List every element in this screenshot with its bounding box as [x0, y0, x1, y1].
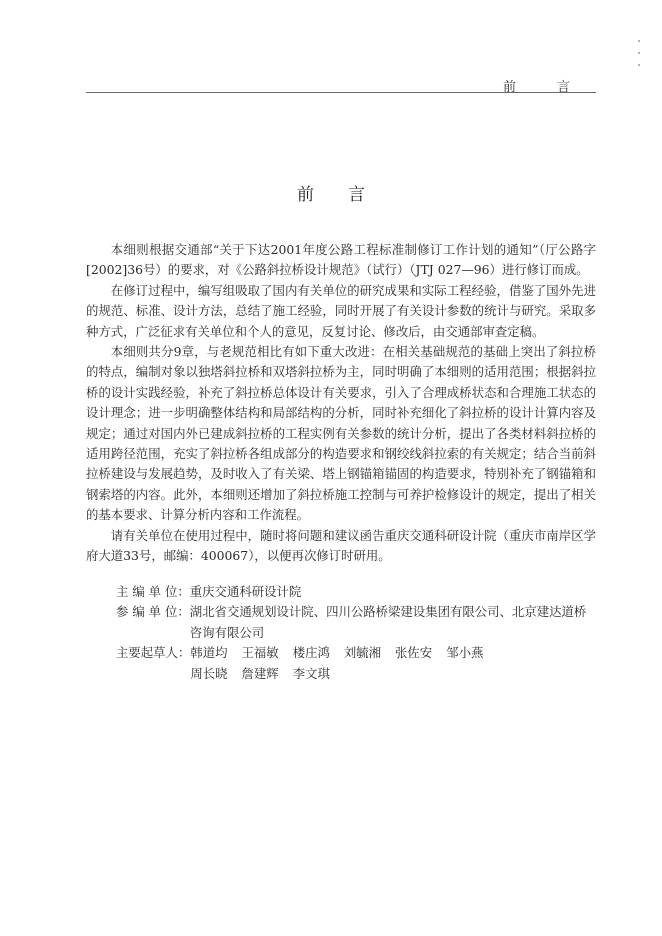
- drafters-list: [190, 643, 596, 684]
- drafter-name: 周长晓: [190, 665, 228, 681]
- drafter-name: 楼庄鸿: [292, 645, 330, 661]
- paragraph-3: 本细则共分9章，与老规范相比有如下重大改进：在相关基础规范的基础上突出了斜拉桥的特点，编制对象以独塔斜拉桥和双塔斜拉桥为主，同时明确了本细则的适用范围；根据斜拉桥的设计实践经验，补充了斜拉桥总体设计有关要求，引入了合理成桥状态和合理施工状态的设计理念；进一步明确整体结构和局部结构的分析，同时补充细化了斜拉桥的设计计算内容及规定；通过对国内外已建成斜拉桥的工程实例有关参数的统计分析，提出了各类材料斜拉桥的适用跨径范围，充实了斜拉桥各组成部分的构造要求和钢绞线斜拉索的有关规定；结合当前斜拉桥建设与发展趋势，及时收入了有关梁、塔上钢锚箱锚固的构造要求，特别补充了钢锚箱和钢索塔的内容。此外，本细则还增加了斜拉桥施工控制与可养护检修设计的规定，提出了相关的基本要求、计算分析内容和工作流程。: [86, 344, 596, 523]
- running-header: 前 言: [502, 80, 584, 95]
- drafter-name: 韩道均: [190, 645, 228, 661]
- drafters-label: 主要起草人：: [116, 645, 191, 661]
- drafters-line-2: [190, 664, 596, 684]
- paragraph-1: 本细则根据交通部“关于下达2001年度公路工程标准制修订工作计划的通知”（厅公路字[2002]36号）的要求，对《公路斜拉桥设计规范》（试行）（JTJ 027—96）进行修订而成。: [86, 242, 596, 278]
- participants-label: 参 编 单 位：: [116, 604, 190, 620]
- drafter-name: 刘毓湘: [343, 645, 382, 661]
- drafters-line-1: [190, 643, 596, 663]
- participants-row: [116, 602, 596, 643]
- credits-block: [116, 582, 596, 684]
- paragraph-2: 在修订过程中，编写组吸取了国内有关单位的研究成果和实际工程经验，借鉴了国外先进的规范、标准、设计方法，总结了施工经验，同时开展了有关设计参数的统计与研究。采取多种方式，广泛征求有关单位和个人的意见，反复讨论、修改后，由交通部审查定稿。: [86, 282, 596, 339]
- drafter-name: 詹建辉: [241, 665, 279, 681]
- drafter-name: 王福敏: [241, 645, 279, 661]
- chief-editor-label: 主 编 单 位：: [116, 584, 190, 599]
- drafters-row: [116, 643, 596, 684]
- chief-editor-value: 重庆交通科研设计院: [189, 584, 302, 599]
- scan-specks: [638, 40, 644, 70]
- chief-editor-row: [116, 582, 596, 602]
- header-rule: [86, 92, 596, 93]
- body-text: [86, 240, 596, 567]
- paragraph-4: 请有关单位在使用过程中，随时将问题和建议函告重庆交通科研设计院（重庆市南岸区学府大道33号，邮编：400067），以便再次修订时研用。: [86, 527, 596, 564]
- drafter-name: 张佐安: [395, 645, 433, 661]
- participants-value: 湖北省交通规划设计院、四川公路桥梁建设集团有限公司、北京建达道桥咨询有限公司: [189, 604, 587, 640]
- drafter-name: 李文琪: [292, 665, 330, 681]
- drafter-name: 邹小燕: [446, 645, 484, 661]
- page-title: 前言: [297, 185, 399, 205]
